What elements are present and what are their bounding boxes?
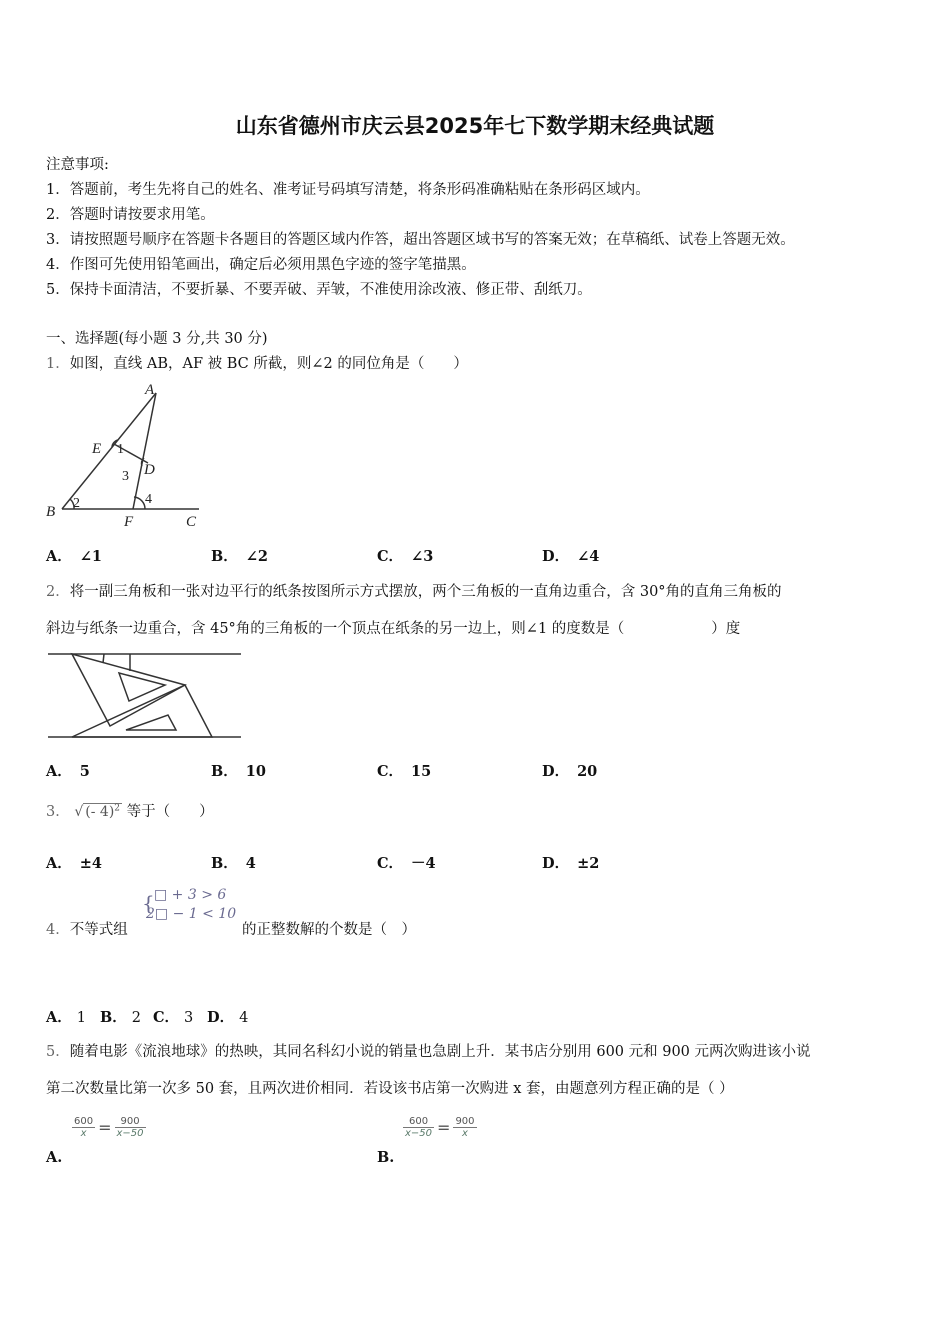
option-d[interactable]: D． 4: [207, 1009, 249, 1026]
notice-item: 1．答题前，考生先将自己的姓名、准考证号码填写清楚，将条形码准确粘贴在条形码区域内。: [46, 182, 650, 198]
notice-item: 2．答题时请按要求用笔。: [46, 207, 215, 223]
option-c[interactable]: C． 15: [377, 763, 432, 780]
question-4-suffix: 的正整数解的个数是（ ）: [242, 922, 416, 938]
svg-text:A: A: [145, 382, 155, 398]
option-a[interactable]: A． ±4: [46, 855, 103, 872]
option-d[interactable]: D． 20: [542, 763, 598, 780]
notice-item: 3．请按照题号顺序在答题卡各题目的答题区域内作答，超出答题区域书写的答案无效；在草稿纸、试卷上答题无效。: [46, 232, 795, 248]
notice-item: 4．作图可先使用铅笔画出，确定后必须用黑色字迹的签字笔描黑。: [46, 257, 476, 273]
inequality-system: { □ + 3 > 6 2□ − 1 < 10: [142, 887, 237, 922]
option-a[interactable]: A.: [46, 1149, 63, 1166]
triangle-figure: [44, 380, 204, 530]
question-3: 3． √ (- 4)$^2$ 等于（ ）: [46, 803, 214, 820]
option-c[interactable]: C． 3: [153, 1009, 194, 1026]
svg-text:B: B: [46, 504, 56, 520]
question-text: 如图，直线 AB，AF 被 BC 所截，则∠2 的同位角是（ ）: [69, 356, 468, 372]
svg-text:C: C: [186, 514, 197, 530]
option-a[interactable]: A． ∠1: [46, 548, 103, 565]
triangle-set-figure: [44, 645, 244, 745]
option-b[interactable]: B． 2: [100, 1009, 141, 1026]
question-4-prefix: 4．不等式组: [46, 922, 128, 938]
question-1: [46, 352, 468, 373]
option-b[interactable]: B.: [377, 1149, 395, 1166]
equation-b: $\frac{600}{x-50}$ = $\frac{900}{x}$: [405, 1116, 475, 1139]
notice-heading: 注意事项:: [46, 157, 109, 173]
svg-text:1: 1: [117, 442, 124, 457]
section-heading: 一、选择题(每小题 3 分,共 30 分): [46, 331, 268, 347]
page-title: 山东省德州市庆云县2025年七下数学期末经典试题: [235, 114, 715, 138]
option-b[interactable]: B． ∠2: [211, 548, 269, 565]
option-b[interactable]: B． 4: [211, 855, 256, 872]
notice-item: 5．保持卡面清洁，不要折暴、不要弄破、弄皱，不准使用涂改液、修正带、刮纸刀。: [46, 282, 592, 298]
svg-text:2: 2: [73, 496, 80, 511]
svg-text:4: 4: [145, 492, 152, 507]
question-number: 1．: [46, 356, 70, 372]
question-2-line2: 斜边与纸条一边重合，含 45°角的三角板的一个顶点在纸条的另一边上，则∠1 的度数是（ ）度: [46, 621, 741, 637]
svg-text:E: E: [92, 441, 102, 457]
sqrt-expression: √ (- 4)$^2$: [74, 803, 121, 820]
equation-a: $\frac{600}{x}$ = $\frac{900}{x-50}$: [74, 1116, 144, 1139]
svg-text:D: D: [144, 462, 155, 478]
svg-text:3: 3: [122, 469, 129, 484]
question-2-line1: 2．将一副三角板和一张对边平行的纸条按图所示方式摆放，两个三角板的一直角边重合，含 30°角的直角三角板的: [46, 584, 782, 600]
option-b[interactable]: B． 10: [211, 763, 266, 780]
question-5-line1: 5．随着电影《流浪地球》的热映，其同名科幻小说的销量也急剧上升．某书店分别用 600 元和 900 元两次购进该小说: [46, 1044, 811, 1060]
question-5-line2: 第二次数量比第一次多 50 套，且两次进价相同．若设该书店第一次购进 x 套，由题意列方程正确的是（ ）: [46, 1081, 734, 1097]
option-a[interactable]: A． 1: [46, 1009, 86, 1026]
option-a[interactable]: A． 5: [46, 763, 90, 780]
svg-text:F: F: [124, 514, 134, 530]
option-d[interactable]: D． ∠4: [542, 548, 600, 565]
option-d[interactable]: D． ±2: [542, 855, 600, 872]
option-c[interactable]: C． －4: [377, 855, 436, 872]
option-c[interactable]: C． ∠3: [377, 548, 434, 565]
